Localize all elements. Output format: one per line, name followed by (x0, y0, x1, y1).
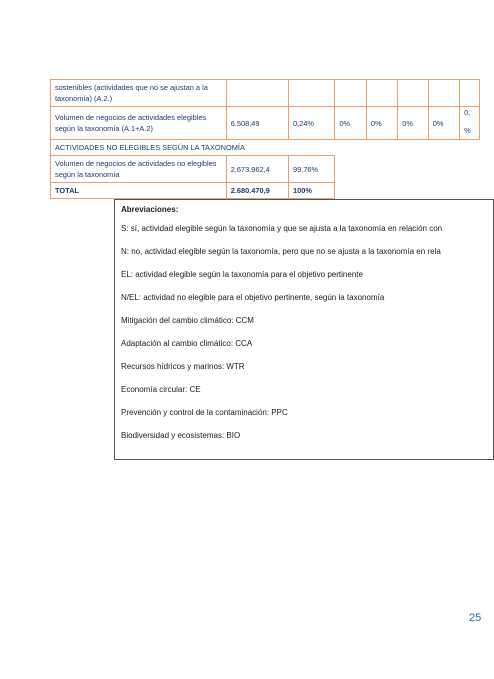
row-label: Volumen de negocios de actividades elegibles según la taxonomía (A.1+A.2) (51, 107, 227, 140)
table-row (51, 80, 480, 107)
table-cell (226, 80, 288, 107)
table-cell-percent: 99,76% (289, 156, 335, 183)
table-cell-percent: 0% (366, 107, 397, 140)
table-cell-clipped (460, 107, 480, 140)
clipped-percent-sign: % (464, 126, 471, 135)
total-value: 2.680.470,9 (226, 183, 288, 199)
abbreviation-item: Biodiversidad y ecosistemas: BIO (121, 431, 241, 440)
table-cell-value: 2.673.962,4 (226, 156, 288, 183)
table-cell (398, 80, 428, 107)
table-cell-value: 6.508,49 (226, 107, 288, 140)
abbreviation-item: Prevención y control de la contaminación: PPC (121, 408, 288, 417)
total-label: TOTAL (51, 183, 227, 199)
row-label: sostenibles (actividades que no se ajustan a la taxonomía) (A.2.) (51, 80, 227, 107)
table-cell-percent: 0% (398, 107, 428, 140)
abbreviation-item: N/EL: actividad no elegible para el objetivo pertinente, según la taxonomía (121, 293, 385, 302)
abbreviation-item: N: no, actividad elegible según la taxonomía, pero que no se ajusta a la taxonomía en rela (121, 247, 441, 256)
taxonomy-table (50, 79, 480, 199)
table-row (51, 107, 480, 140)
abbreviation-item: EL: actividad elegible según la taxonomía para el objetivo pertinente (121, 270, 363, 279)
total-percent: 100% (289, 183, 335, 199)
abbreviations-title: Abreviaciones: (121, 205, 179, 214)
abbreviation-item: Recursos hídricos y marinos: WTR (121, 362, 245, 371)
table-cell (289, 80, 335, 107)
page-number: 25 (469, 612, 482, 624)
table-cell-percent: 0% (428, 107, 459, 140)
abbreviations-box (114, 199, 494, 460)
abbreviation-item: Adaptación al cambio climático: CCA (121, 339, 253, 348)
table-cell-percent: 0,24% (289, 107, 335, 140)
abbreviation-item: Mitigación del cambio climático: CCM (121, 316, 254, 325)
table-cell (460, 80, 480, 107)
table-cell (366, 80, 397, 107)
section-header-row (51, 140, 480, 156)
table-row (51, 156, 480, 183)
row-label: Volumen de negocios de actividades no elegibles según la taxonomía (51, 156, 227, 183)
abbreviation-item: S: sí, actividad elegible según la taxonomía y que se ajusta a la taxonomía en relación con (121, 224, 443, 233)
table-cell-percent: 0% (335, 107, 366, 140)
table-cell (428, 80, 459, 107)
total-row (51, 183, 480, 199)
clipped-value: 0, (464, 108, 471, 117)
table-cell (335, 80, 366, 107)
section-header: ACTIVIDADES NO ELEGIBLES SEGÚN LA TAXONOMÍA (51, 140, 335, 156)
abbreviation-item: Economía circular: CE (121, 385, 201, 394)
